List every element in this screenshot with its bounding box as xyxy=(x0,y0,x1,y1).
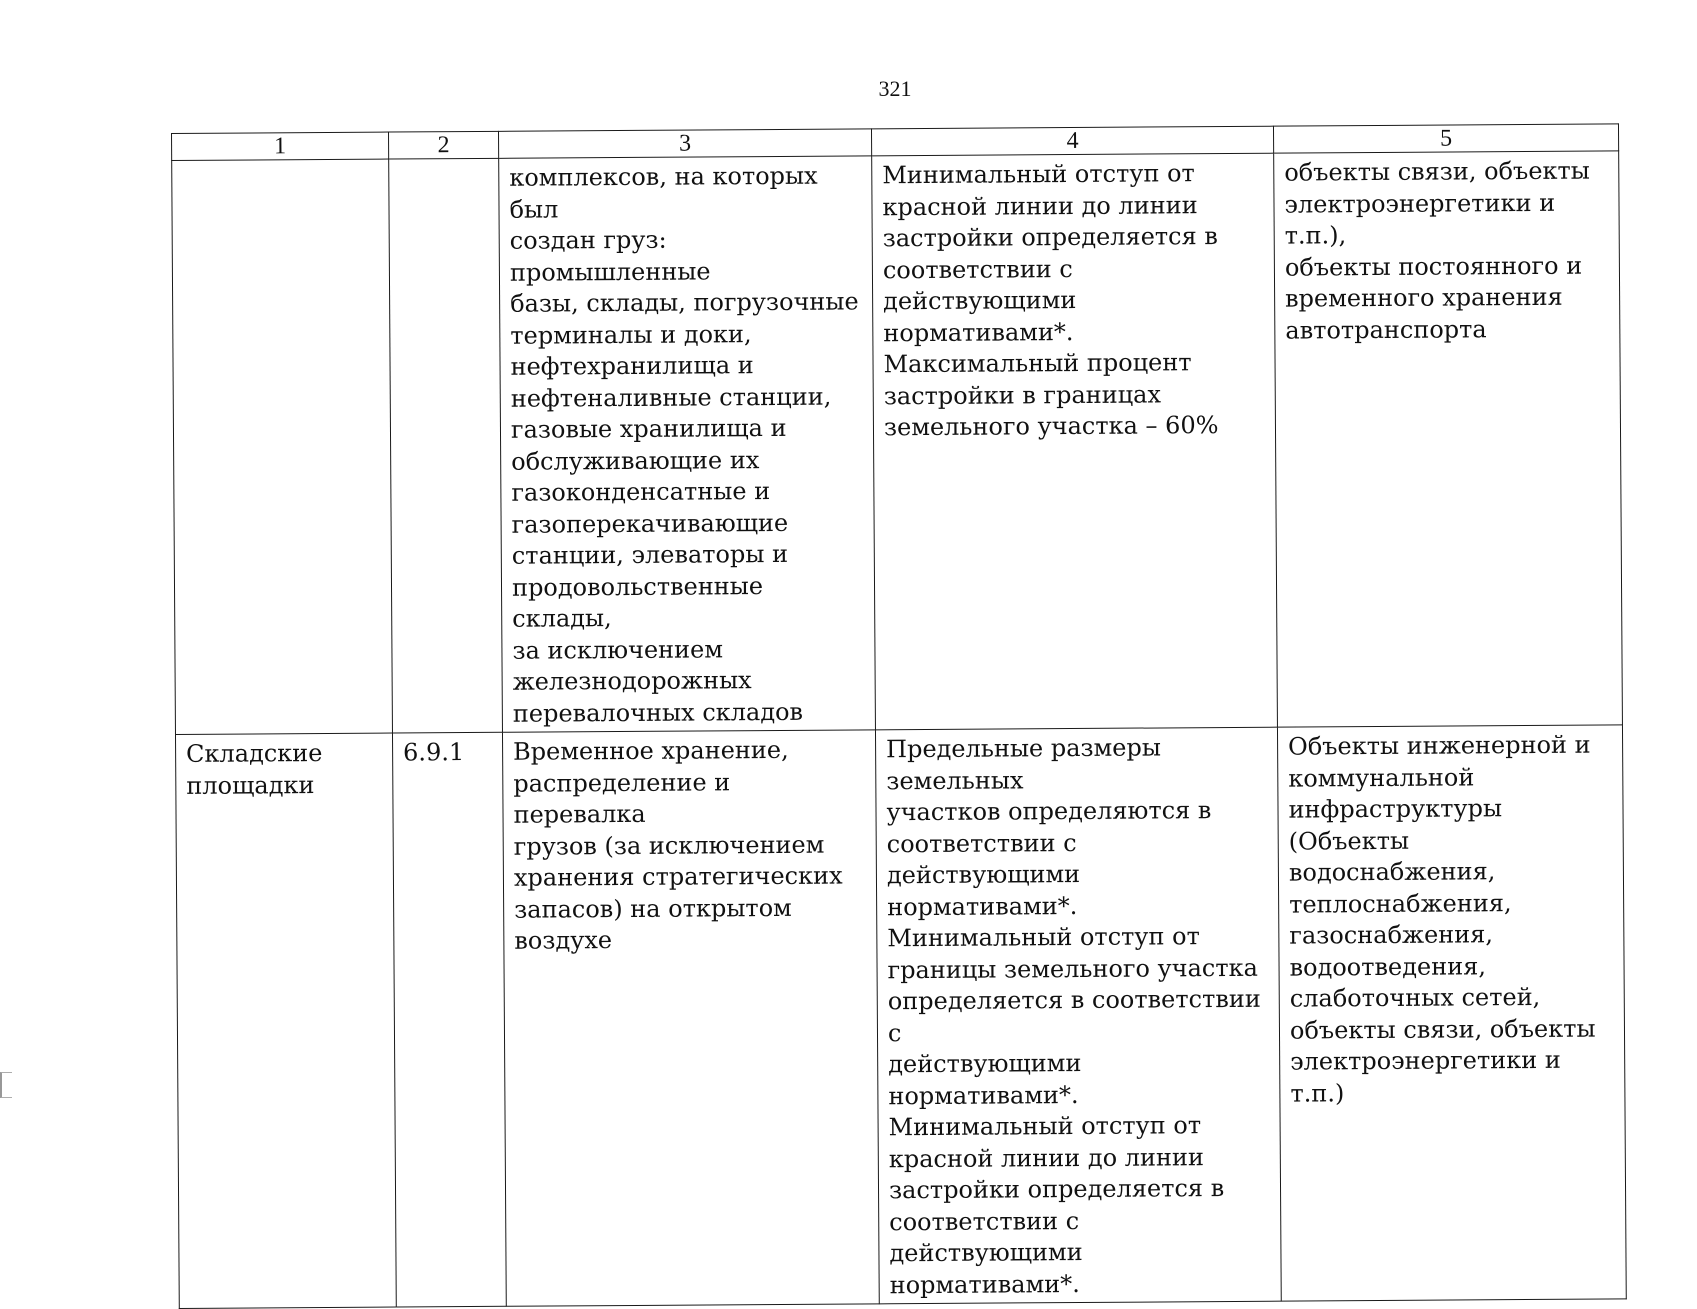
table-cell-auxiliary-uses: Объекты инженерной и коммунальной инфраструктуры (Объекты водоснабжения, теплоснабжения, газоснабжения, водоотведения, слаботочных сетей, объекты связи, объекты электроэнергетики и т.п.) xyxy=(1277,725,1626,1301)
column-header: 2 xyxy=(388,131,498,159)
column-header: 3 xyxy=(498,129,871,158)
table-cell-use-name: Складские площадки xyxy=(175,733,396,1308)
table-cell-code xyxy=(389,158,503,733)
table-cell-auxiliary-uses: объекты связи, объекты электроэнергетики и т.п.), объекты постоянного и временного хранения автотранспорта xyxy=(1274,151,1623,727)
table-row xyxy=(175,725,1626,1309)
column-header: 5 xyxy=(1273,124,1618,153)
table-cell-description: комплексов, на которых был создан груз: промышленные базы, склады, погрузочные терминалы и доки, нефтехранилища и нефтеналивные станции, газовые хранилища и обслуживающие их газоконденсатные и газоперекачивающие станции, элеваторы и продовольственные склады, за исключением железнодорожных перевалочных складов xyxy=(499,156,876,732)
zoning-table xyxy=(171,123,1627,1309)
column-header: 1 xyxy=(172,132,389,160)
table-cell-code: 6.9.1 xyxy=(392,732,506,1307)
table-row xyxy=(172,151,1623,735)
column-header: 4 xyxy=(871,126,1273,156)
table-cell-parameters: Предельные размеры земельных участков определяются в соответствии с действующими нормативами*. Минимальный отступ от границы земельного участка определяется в соответствии с действующими нормативами*. Минимальный отступ от красной линии до линии застройки определяется в соответствии с действующими нормативами*. xyxy=(875,727,1281,1304)
table-cell-description: Временное хранение, распределение и перевалка грузов (за исключением хранения стратегических запасов) на открытом воздухе xyxy=(502,730,879,1306)
table-cell-parameters: Минимальный отступ от красной линии до линии застройки определяется в соответствии с действующими нормативами*. Максимальный процент застройки в границах земельного участка – 60% xyxy=(872,153,1278,730)
scan-edge-mark xyxy=(0,1072,12,1098)
page-number: 321 xyxy=(878,76,912,101)
table-cell-use-name xyxy=(172,159,393,734)
